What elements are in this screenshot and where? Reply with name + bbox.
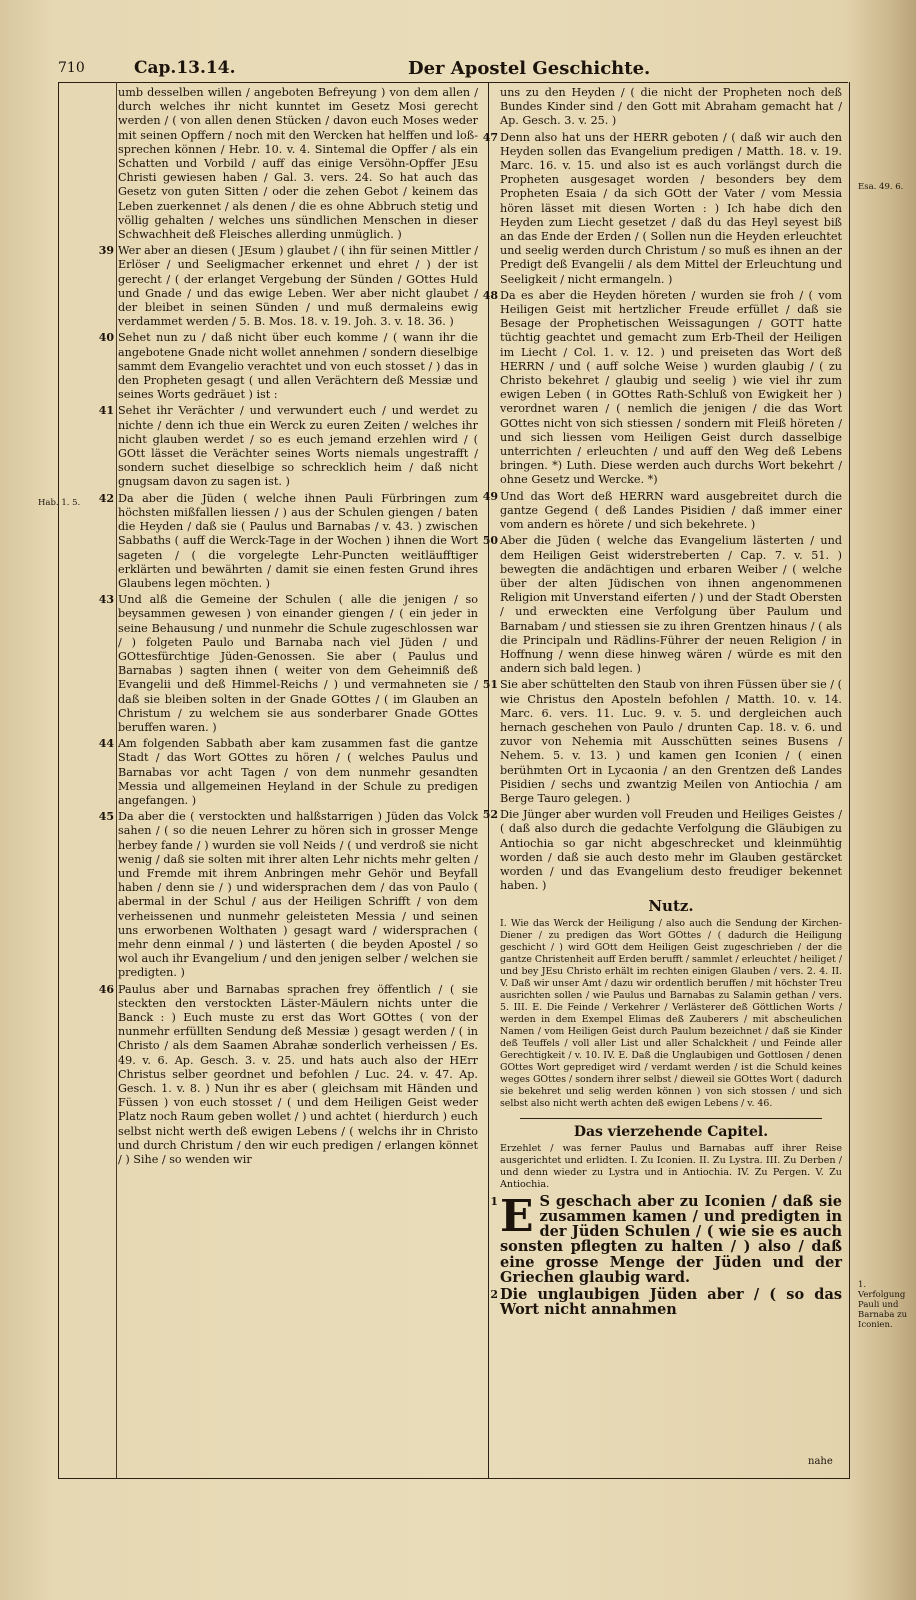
verse <box>98 982 478 1168</box>
nutz-title: Nutz. <box>648 897 694 916</box>
verse <box>98 593 478 735</box>
verse-text: Sehet nun zu / daß nicht über euch komme / ( wann ihr die angebotene Gnade nicht wollet annehmen / sondern dieselbige sammt dem Evangelio verachtet und von euch stosset / ) das in den Propheten gesagt ( und allen Verächtern deß Messiæ und seines Worts gedräuet ) ist : <box>118 331 478 402</box>
margin-note-section: 1. Verfolgung Pauli und Barnaba zu Iconien. <box>858 1280 908 1330</box>
verse-number: 49 <box>482 489 498 503</box>
verse-text: Denn also hat uns der HERR geboten / ( daß wir auch den Heyden sollen das Evangelium predigen / Matth. 18. v. 19. Marc. 16. v. 15. und also ist es auch vorlängst durch die Propheten ausgesaget worden / besonders bey dem Propheten Esaia / da sich GOtt der Vater / vom Messia hören lässet mit diesen Worten : ) Ich habe dich den Heyden zum Liecht gesetzet / daß du das Heyl seyest biß an das Ende der Erden / ( Sollen nun die Heyden erleuchtet und seelig werden durch Christum / so muß es ihnen an der Predigt deß Evangelii / als dem Mittel der Erleuchtung und Seeligkeit / nicht ermangeln. ) <box>500 130 842 286</box>
verse-number: 52 <box>482 808 498 822</box>
book-title: Der Apostel Geschichte. <box>408 58 651 79</box>
verse-text: Da aber die Jüden ( welche ihnen Pauli Fürbringen zum höchsten mißfallen liessen / ) aus der Schulen giengen / baten die Heyden / daß sie ( Paulus und Barnabas / v. 43. ) zwischen Sabbaths ( auff die Werck-Tage in der Wochen ) ihnen die Wort sageten / ( die vorgelegte Lehr-Puncten weitläufftiger erklärten und bewährten / damit sie einen festen Grund ihres Glaubens legen möchten. ) <box>118 491 478 590</box>
margin-note-esa: Esa. 49. 6. <box>858 182 904 192</box>
verse-text: Sehet ihr Verächter / und verwundert euch / und werdet zu nichte / denn ich thue ein Werck zu euren Zeiten / welches ihr nicht glauben werdet / so es euch jemand erzehlen wird / ( GOtt lässet die Verächter seines Worts niemals ungestrafft / sondern suchet dieselbige so schrecklich heim / daß nicht gnugsam davon zu sagen ist. ) <box>118 404 478 489</box>
verse-text: Paulus aber und Barnabas sprachen frey öffentlich / ( sie steckten den verstockten Läster-Mäulern nichts unter die Banck : ) Euch muste zu erst das Wort GOttes ( von der nunmehr erfüllten Sendung deß Messiæ ) gesagt werden / ( in Christo / als dem Saamen Abrahæ sonderlich verheissen / Es. 49. v. 6. Ap. Gesch. 3. v. 25. und hats auch also der HErr Christus selber geordnet und befohlen / Luc. 24. v. 47. Ap. Gesch. 1. v. 8. ) Nun ihr es aber ( gleichsam mit Händen und Füssen ) von euch stosset / ( und dem Heiligen Geist weder Platz noch Raum geben wollet / ) und achtet ( hierdurch ) euch selbst nicht werth deß ewigen Lebens / ( welchs ihr in Christo und durch Christum / den wir euch predigen / erlangen könnet / ) Sihe / so wenden wir <box>118 982 478 1167</box>
nutz-text: I. Wie das Werck der Heiligung / also auch die Sendung der Kirchen-Diener / zu predigen das Wort GOttes / ( dadurch die Heiligung geschicht / ) wird GOtt dem Heiligen Geist zugeschrieben / der die gantze Christenheit auff Erden berufft / sammlet / erleuchtet / heiliget / und bey JEsu Christo erhält im rechten einigen Glauben / vers. 2. 4. II. V. Daß wir unser Amt / dazu wir ordentlich beruffen / mit höchster Treu ausrichten sollen / wie Paulus und Barnabas zu Salamin gethan / vers. 5. III. E. Die Feinde / Verkehrer / Verlästerer deß Göttlichen Worts / werden in dem Exempel Elimas deß Zauberers / mit abscheulichen Namen / vom Heiligen Geist durch Paulum bezeichnet / daß sie Kinder deß Teuffels / voll aller List und aller Schalckheit / und Feinde aller Gerechtigkeit / v. 10. IV. E. Daß die Unglaubigen und Gottlosen / denen GOttes Wort geprediget wird / verdamt werden / ist die Schuld keines weges GOttes / sondern ihrer selbst / dieweil sie GOttes Wort ( dadurch sie bekehret und selig werden können ) von sich stossen / und sich selbst also nicht werth achten deß ewigen Lebens / v. 46. <box>500 917 842 1109</box>
verse-text: umb desselben willen / angeboten Befreyung ) von dem allen / durch welches ihr nicht kunntet im Gesetz Mosi gerecht werden / ( von allen denen Stücken / davon euch Moses weder mit seinen Opffern / noch mit den Wercken hat helffen und loß-sprechen können / Hebr. 10. v. 4. Sintemal die Opffer / als ein Schatten und Vorbild / auff das einige Versöhn-Opffer JEsu Christi gewiesen haben / Gal. 3. vers. 24. So hat auch das Gesetz von guten Sitten / oder die zehen Gebot / keinem das Leben zuerkennet / als denen / die es ohne Abbruch stetig und völlig gehalten / welches uns sündlichen Menschen in dieser Schwachheit deß Fleisches allerding unmüglich. ) <box>118 86 478 242</box>
right-verses <box>482 86 842 893</box>
verse-number: 2 <box>490 1288 498 1301</box>
verse-text: Und das Wort deß HERRN ward ausgebreitet durch die gantze Gegend ( deß Landes Pisidien / daß immer einer vom andern es hörete / und sich bekehrete. ) <box>500 489 842 532</box>
verse-number: 47 <box>482 130 498 144</box>
verse-number: 43 <box>98 593 114 607</box>
verse <box>482 678 842 806</box>
right-column <box>482 86 842 1474</box>
verse-text: Da aber die ( verstockten und halßstarrigen ) Jüden das Volck sahen / ( so die neuen Lehrer zu hören sich in grosser Menge herbey fande / ) wurden sie voll Neids / ( und verdroß sie nicht wenig / daß sie solten mit ihrer alten Lehr nichts mehr gelten / und Fremde mit ihrem Anbringen mehr Gehör und Beyfall haben / denn sie / ) und widersprachen dem / das von Paulo ( abermal in der Schul / aus der Heiligen Schrifft / von dem verheissenen und nunmehr geleisteten Messia / und seinen uns erworbenen Wolthaten ) gesagt ward / widersprachen ( mehr denn einmal / ) und lästerten ( die beyden Apostel / so wol auch ihr Evangelium / und den jenigen selber / welchen sie predigten. ) <box>118 810 478 980</box>
verse-text: Am folgenden Sabbath aber kam zusammen fast die gantze Stadt / das Wort GOttes zu hören / ( welches Paulus und Barnabas vor acht Tagen / von dem nunmehr gesandten Messia und allgemeinen Heyland in der Schule zu predigen angefangen. ) <box>118 737 478 807</box>
verse <box>98 491 478 591</box>
verse-text: S geschach aber zu Iconien / daß sie zusammen kamen / und predigten in der Jüden Schulen / ( wie sie es auch sonsten pflegten zu halten / ) also / daß eine grosse Menge der Jüden und der Griechen glaubig ward. <box>500 1192 842 1286</box>
verse-text: Die Jünger aber wurden voll Freuden und Heiliges Geistes / ( daß also durch die gedachte Verfolgung die Gläubigen zu Antiochia so gar nicht abgeschrecket und kleinmühtig worden / daß sie auch desto mehr im Glauben gestärcket worden / und das Evangelium desto freudiger bekennet haben. ) <box>500 808 842 893</box>
verse-text: Und alß die Gemeine der Schulen ( alle die jenigen / so beysammen gewesen ) von einander giengen / ( ein jeder in seine Behausung / und nunmehr die Schule zugeschlossen war / ) folgeten Paulo und Barnaba nach viel Jüden / und GOttesfürchtige Jüden-Genossen. Sie aber ( Paulus und Barnabas ) sagten ihnen ( weiter von dem Geheimniß deß Evangelii und deß Himmel-Reichs / ) und vermahneten sie / daß sie bleiben solten in der Gnade GOttes / ( im Glauben an Christum / zu welchem sie aus sonderbarer Gnade GOttes beruffen waren. ) <box>118 593 478 734</box>
margin-note-hab: Hab. 1. 5. <box>38 498 81 508</box>
verse-number-rule-left <box>116 82 117 1478</box>
verse <box>500 86 842 129</box>
section-divider <box>520 1118 822 1119</box>
verse-text: Sie aber schüttelten den Staub von ihren Füssen über sie / ( wie Christus den Aposteln befohlen / Matth. 10. v. 14. Marc. 6. vers. 11. Luc. 9. v. 5. und dergleichen auch hernach geschehen von Paulo / drunten Cap. 18. v. 6. und zuvor von Nehemia mit Ausschütten seines Busens / Nehem. 5. v. 13. ) und kamen gen Iconien / ( einen berühmten Ort in Lycaonia / an den Grentzen deß Landes Pisidien / sechs und zwantzig Meilen von Antiochia / am Berge Tauro gelegen. ) <box>500 678 842 805</box>
verse <box>98 331 478 402</box>
verse-text: Da es aber die Heyden höreten / wurden sie froh / ( vom Heiligen Geist mit hertzlicher Freude erfüllet / daß sie Besage der Prophetischen Weissagungen / GOTT hatte tüchtig geachtet und gemacht zum Erb-Theil der Heiligen im Liecht / Col. 1. v. 12. ) und preiseten das Wort deß HERRN / und ( auff solche Weise ) wurden glaubig / ( zu Christo bekehret / glaubig und seelig ) wie viel ihr zum ewigen Leben ( in GOttes Rath-Schluß von Ewigkeit her ) verordnet waren / ( nemlich die jenigen / die das Wort GOttes nicht von sich stiessen / sondern mit Fleiß höreten / und sich liessen vom Heiligen Geist durch dasselbige unterrichten / erleuchten / und auff den Weg deß Lebens bringen. *) Luth. Diese werden auch durchs Wort bekehrt / ohne Gesetz und Wercke. *) <box>500 288 842 487</box>
verse-number: 40 <box>98 331 114 345</box>
running-header <box>58 58 848 83</box>
page-number: 710 <box>58 60 85 76</box>
verse-number: 51 <box>482 678 498 692</box>
verse <box>98 810 478 980</box>
chapter-14-verse-1 <box>490 1190 842 1286</box>
verse-number: 42 <box>98 491 114 505</box>
verse <box>98 404 478 489</box>
verse-number: 39 <box>98 244 114 258</box>
verse <box>118 86 478 242</box>
verse <box>482 489 842 533</box>
verse <box>98 244 478 329</box>
verse-number: 45 <box>98 810 114 824</box>
verse-number: 44 <box>98 737 114 751</box>
verse <box>98 737 478 808</box>
verse-number: 1 <box>490 1194 498 1208</box>
chapter-14-verse-2 <box>490 1286 842 1319</box>
verse <box>482 130 842 287</box>
chapter-label: Cap.13.14. <box>134 58 236 78</box>
verse-text: uns zu den Heyden / ( die nicht der Propheten noch deß Bundes Kinder sind / den Gott mit Abraham gemacht hat / Ap. Gesch. 3. v. 25. ) <box>500 86 842 128</box>
verse-number: 41 <box>98 404 114 418</box>
chapter-14-title: Das vierzehende Capitel. <box>573 1123 769 1140</box>
verse-text: Die unglaubigen Jüden aber / ( so das Wort nicht annahmen <box>500 1286 842 1319</box>
verse <box>482 534 842 676</box>
verse <box>482 808 842 893</box>
chapter-14-summary: Erzehlet / was ferner Paulus und Barnabas auff ihrer Reise ausgerichtet und erlidten. I. Zu Iconien. II. Zu Lystra. III. Zu Derben / und denn wieder zu Lystra und in Antiochia. IV. Zu Pergen. V. Zu Antiochia. <box>500 1142 842 1190</box>
drop-initial: E <box>500 1190 534 1242</box>
catchword: nahe <box>808 1456 833 1467</box>
verse-text: Wer aber an diesen ( JEsum ) glaubet / ( ihn für seinen Mittler / Erlöser / und Seeligmacher erkennet und ehret / ) der ist gerecht / ( der erlanget Vergebung der Sünden / GOttes Huld und Gnade / und das ewige Leben. Wer aber nicht glaubet / der bleibet in seinen Sünden / und muß dermaleins ewig verdammet werden / 5. B. Mos. 18. v. 19. Joh. 3. v. 18. 36. ) <box>118 244 478 329</box>
verse-text: Aber die Jüden ( welche das Evangelium lästerten / und dem Heiligen Geist widerstreberten / Cap. 7. v. 51. ) bewegten die andächtigen und erbaren Weiber / ( welche über der alten Jüdischen von ihnen angenommenen Religion mit Unverstand eiferten / ) und der Stadt Obersten / und erweckten eine Verfolgung über Paulum und Barnabam / und stiessen sie zu ihren Grentzen hinaus / ( als die Principaln und Rädlins-Führer der neuen Religion / in Hoffnung / wenn diese hinweg wären / würde es mit den andern sich bald legen. ) <box>500 534 842 676</box>
verse-number: 50 <box>482 534 498 548</box>
verse-number: 48 <box>482 288 498 302</box>
verse <box>482 288 842 488</box>
left-column <box>98 86 478 1474</box>
verse-number: 46 <box>98 982 114 996</box>
